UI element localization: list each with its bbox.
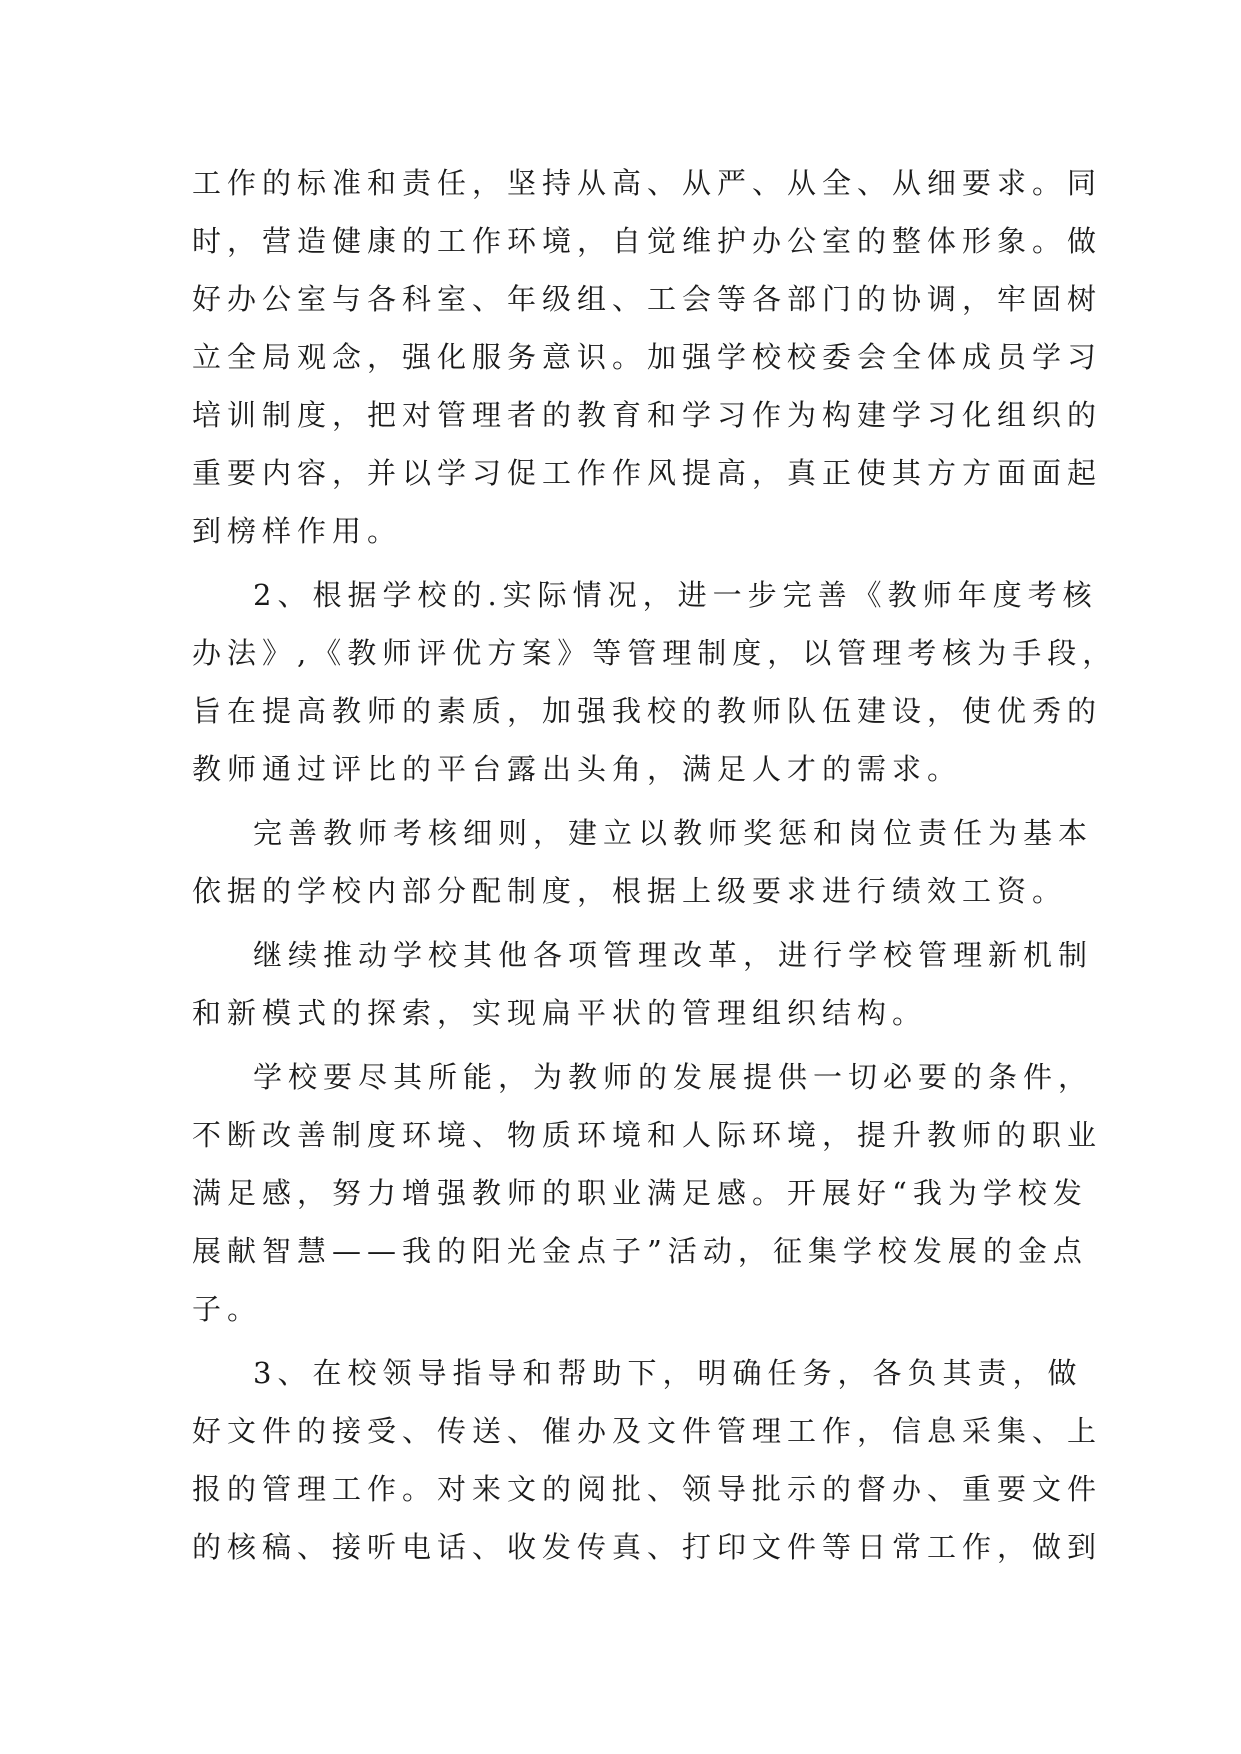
- text-line: 和新模式的探索，实现扁平状的管理组织结构。: [192, 996, 928, 1030]
- text-line: 培训制度，把对管理者的教育和学习作为构建学习化组织的: [192, 398, 1103, 432]
- text-line: 时，营造健康的工作环境，自觉维护办公室的整体形象。做: [192, 224, 1103, 258]
- text-line: 子。: [192, 1292, 263, 1326]
- text-line: 展献智慧——我的阳光金点子”活动，征集学校发展的金点: [192, 1234, 1088, 1268]
- text-line: 好办公室与各科室、年级组、工会等各部门的协调，牢固树: [192, 282, 1103, 316]
- text-line: 重要内容，并以学习促工作作风提高，真正使其方方面面起: [192, 456, 1103, 490]
- text-line: 学校要尽其所能，为教师的发展提供一切必要的条件，: [253, 1060, 1094, 1094]
- text-line: 旨在提高教师的素质，加强我校的教师队伍建设，使优秀的: [192, 694, 1103, 728]
- text-line: 2、根据学校的.实际情况，进一步完善《教师年度考核: [253, 578, 1098, 612]
- text-line: 3、在校领导指导和帮助下，明确任务，各负其责，做: [253, 1356, 1083, 1390]
- text-line: 立全局观念，强化服务意识。加强学校校委会全体成员学习: [192, 340, 1103, 374]
- text-line: 继续推动学校其他各项管理改革，进行学校管理新机制: [253, 938, 1094, 972]
- text-line: 工作的标准和责任，坚持从高、从严、从全、从细要求。同: [192, 166, 1103, 200]
- text-line: 好文件的接受、传送、催办及文件管理工作，信息采集、上: [192, 1414, 1103, 1448]
- text-line: 不断改善制度环境、物质环境和人际环境，提升教师的职业: [192, 1118, 1103, 1152]
- text-line: 报的管理工作。对来文的阅批、领导批示的督办、重要文件: [192, 1472, 1103, 1506]
- text-line: 到榜样作用。: [192, 514, 403, 548]
- text-line: 依据的学校内部分配制度，根据上级要求进行绩效工资。: [192, 874, 1068, 908]
- text-line: 满足感，努力增强教师的职业满足感。开展好“我为学校发: [192, 1176, 1088, 1210]
- text-line: 办法》,《教师评优方案》等管理制度，以管理考核为手段，: [192, 636, 1118, 670]
- text-line: 的核稿、接听电话、收发传真、打印文件等日常工作，做到: [192, 1530, 1103, 1564]
- text-line: 教师通过评比的平台露出头角，满足人才的需求。: [192, 752, 963, 786]
- text-line: 完善教师考核细则，建立以教师奖惩和岗位责任为基本: [253, 816, 1094, 850]
